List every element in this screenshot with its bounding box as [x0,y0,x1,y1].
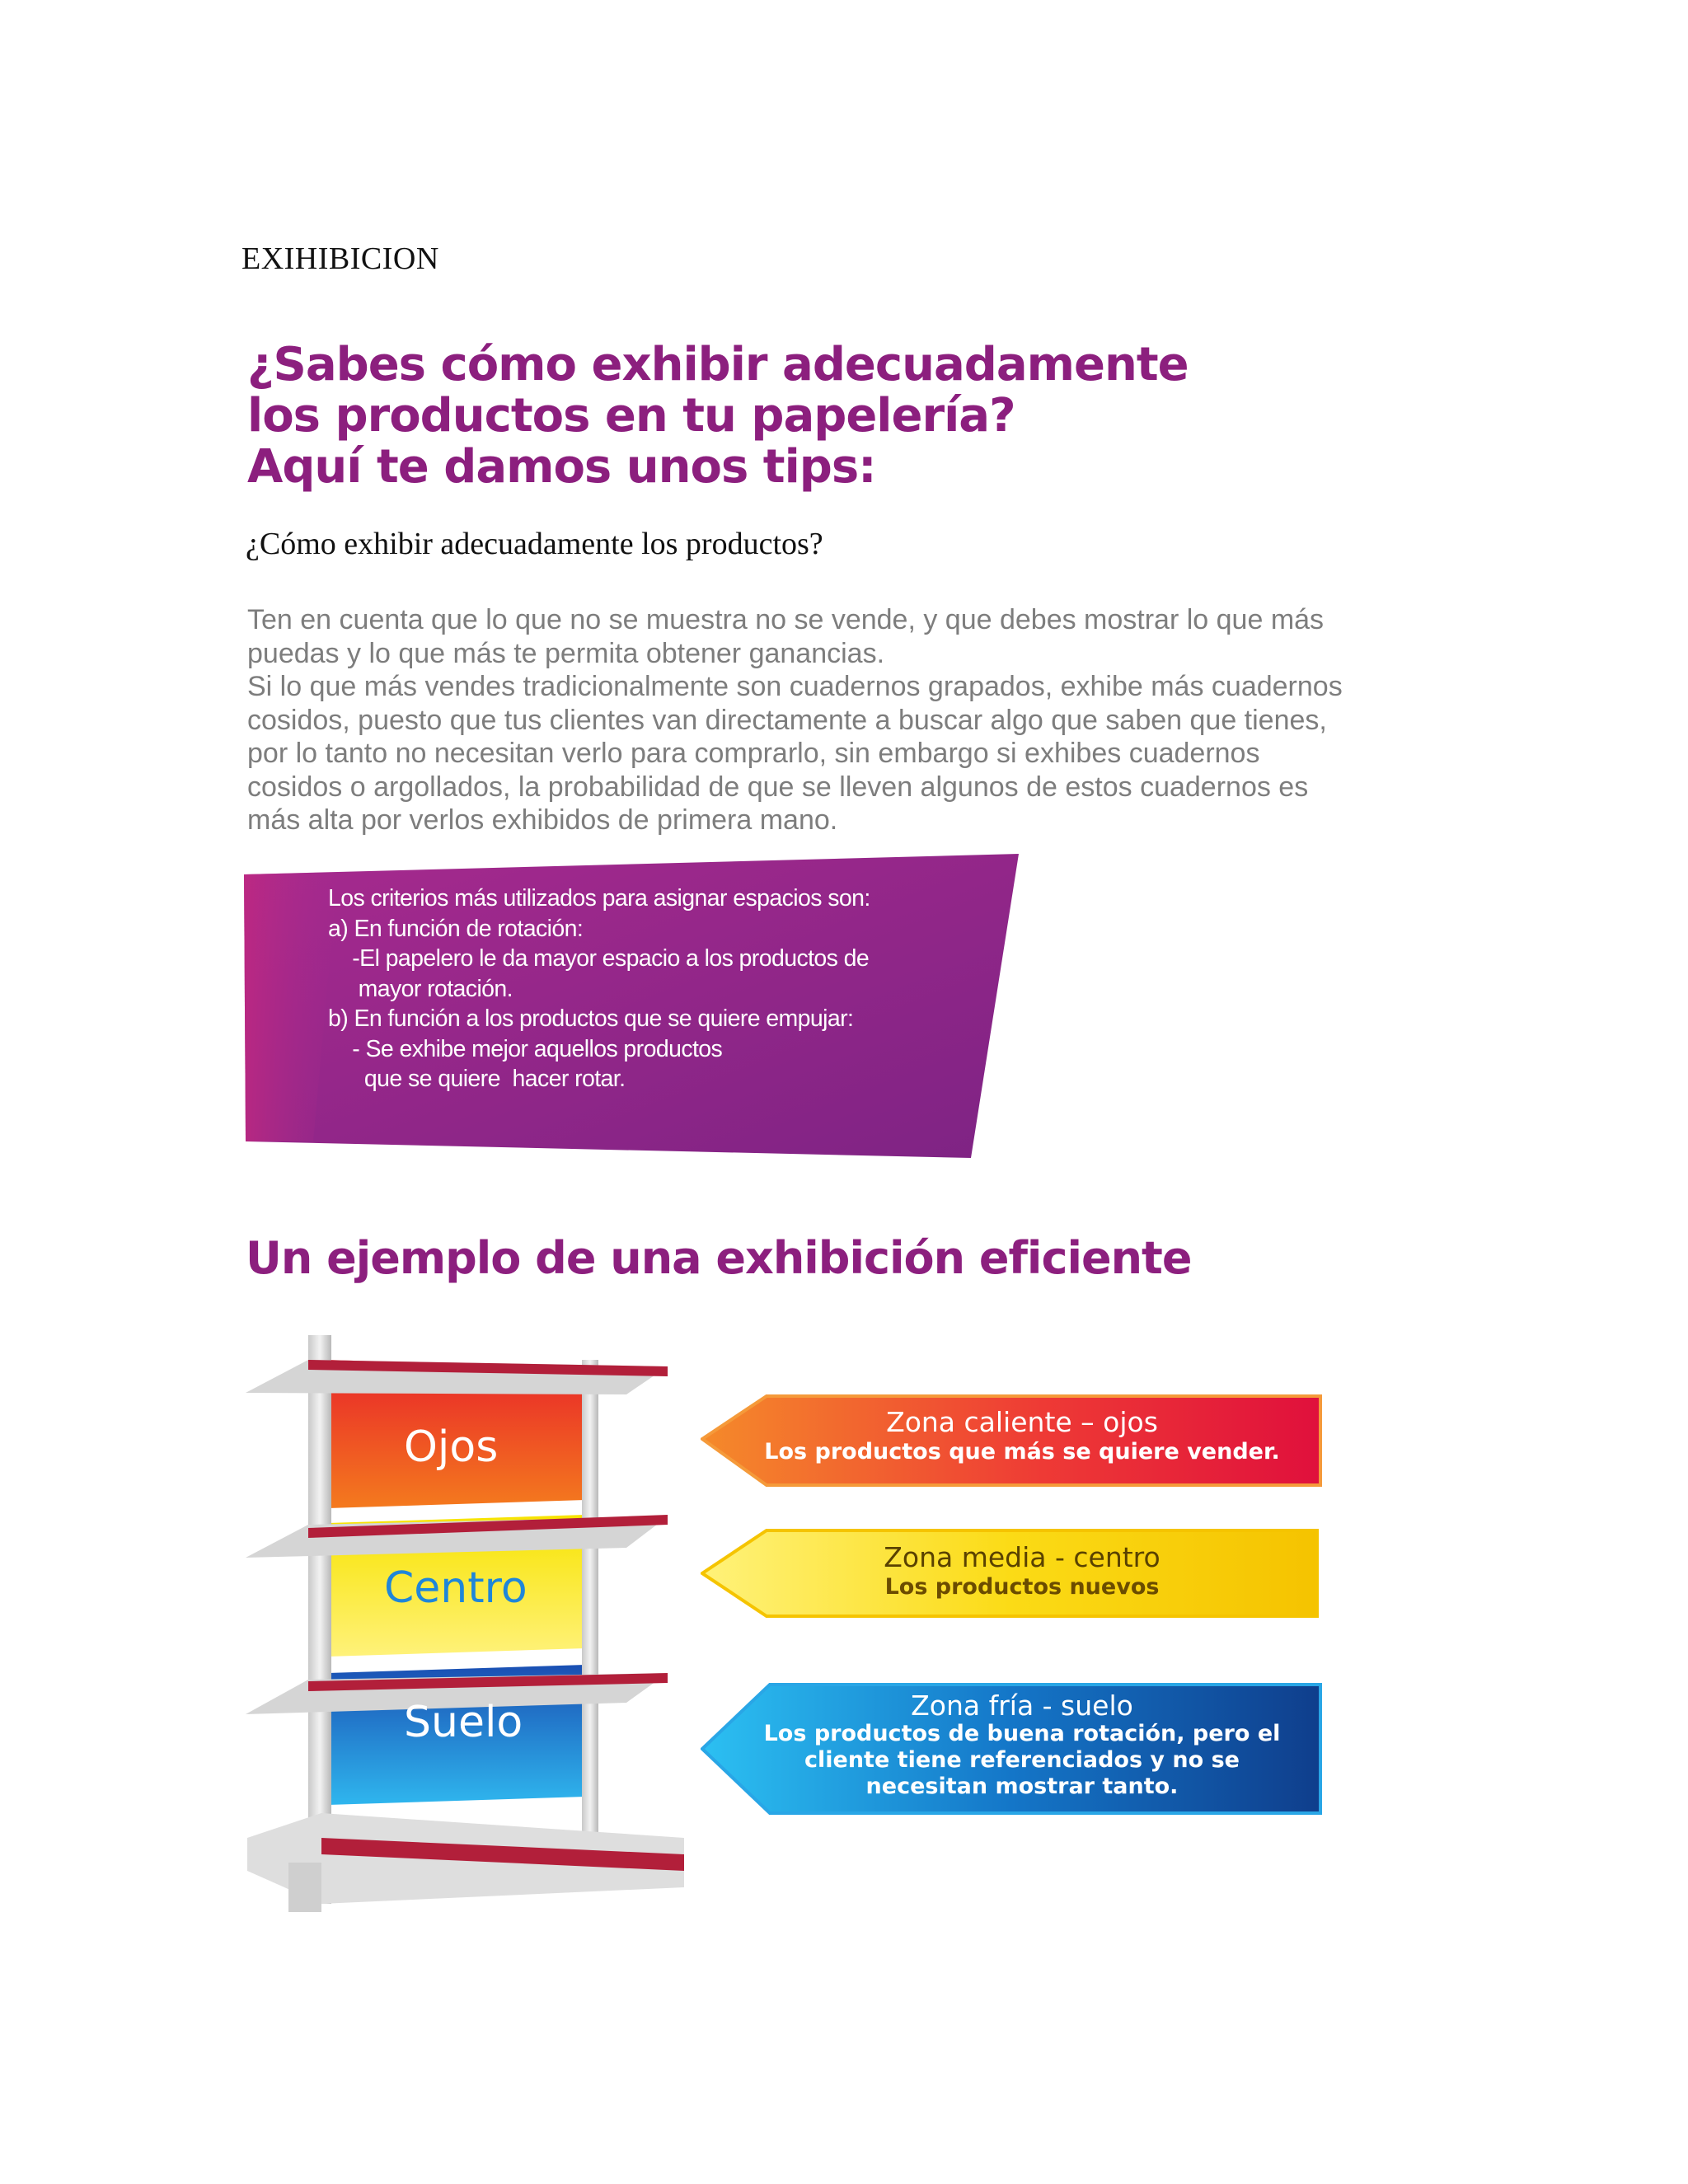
zone-hot-description: Los productos que más se quiere vender. [764,1439,1280,1465]
shelf-label-suelo: Suelo [404,1698,523,1747]
headline [247,340,1220,493]
criteria-text [328,883,987,1094]
criteria-line: mayor rotación. [328,975,513,1002]
shelf-illustration [239,1327,701,1920]
shelf-label-ojos: Ojos [404,1422,499,1472]
body-paragraph: Si lo que más vendes tradicionalmente son cuadernos grapados, exhibe más cuadernos cosidos, puesto que tus clientes van directamente a buscar algo que saben que tienes, por lo tanto no necesitan verlo para comprarlo, sin embargo si exhibes cuadernos cosidos o argollados, la probabilidad de que se lleven algunos de estos cuadernos es más alta por verlos exhibidos de primera mano. [247,671,1343,836]
criteria-line: b) En función a los productos que se quiere empujar: [328,1005,854,1032]
criteria-line: -El papelero le da mayor espacio a los productos de [328,945,870,972]
document-title: EXIHIBICION [241,241,439,276]
body-paragraph: Ten en cuenta que lo que no se muestra no se vende, y que debes mostrar lo que más puedas y lo que más te permita obtener ganancias. [247,604,1325,669]
zone-mid-description: Los productos nuevos [884,1574,1160,1600]
zone-cold-description: Los productos de buena rotación, pero el cliente tiene referenciados y no se necesitan mostrar tanto. [763,1721,1281,1799]
subheading: ¿Cómo exhibir adecuadamente los productos? [246,527,823,561]
criteria-line: Los criterios más utilizados para asignar espacios son: [328,885,870,912]
zone-hot-title: Zona caliente – ojos [886,1406,1158,1438]
headline-line: ¿Sabes cómo exhibir adecuadamente [247,338,1189,391]
example-heading: Un ejemplo de una exhibición eficiente [246,1232,1192,1284]
criteria-line: que se quiere hacer rotar. [328,1066,626,1092]
criteria-line: - Se exhibe mejor aquellos productos [328,1035,723,1062]
headline-line: Aquí te damos unos tips: [247,440,876,494]
headline-line: los productos en tu papelería? [247,389,1015,443]
body-text [247,603,1352,837]
zone-cold-title: Zona fría - suelo [911,1690,1133,1722]
shelf-label-centro: Centro [384,1563,528,1613]
criteria-line: a) En función de rotación: [328,915,584,942]
zone-mid-title: Zona media - centro [884,1541,1160,1573]
